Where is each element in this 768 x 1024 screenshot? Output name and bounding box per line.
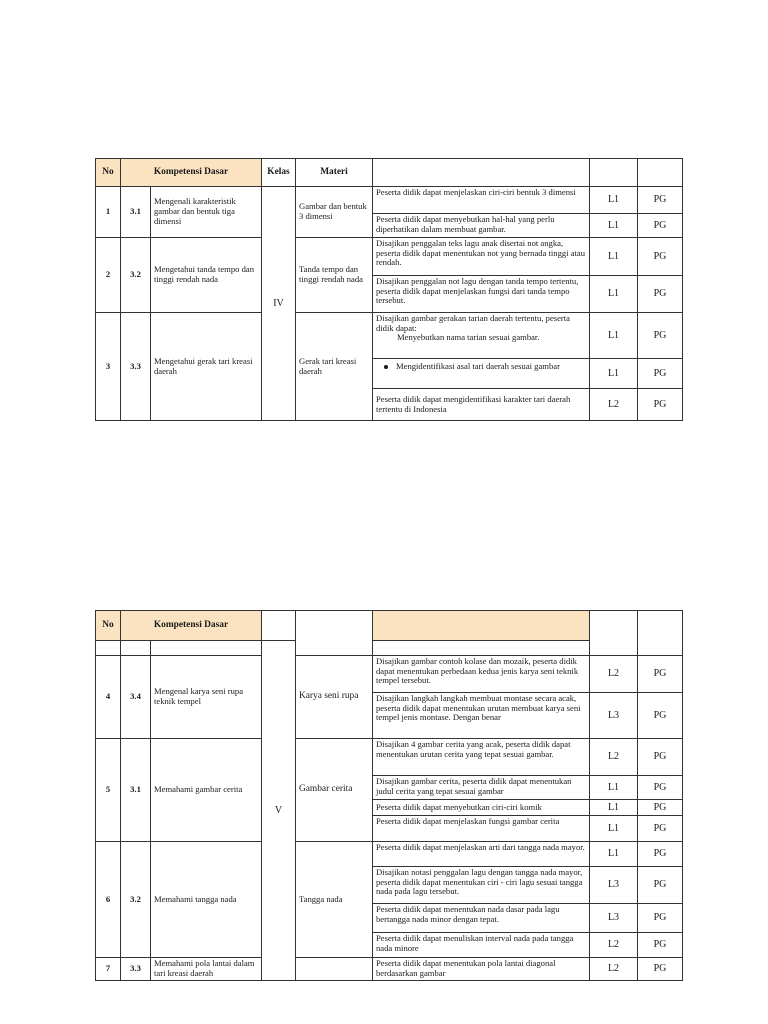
table1-type: PG — [638, 313, 683, 359]
table1-header-kompetensi-dasar: Kompetensi Dasar — [121, 159, 262, 187]
table-2 — [95, 610, 683, 981]
table2-materi: Tangga nada — [296, 842, 373, 958]
table1-indicator — [373, 359, 590, 389]
table1-level: L1 — [590, 359, 638, 389]
table1-header-indicator — [373, 159, 590, 187]
table2-indicator: Disajikan notasi penggalan lagu dengan tangga nada mayor, peserta didik dapat menentukan ciri - ciri lagu sesuai tangga nada pada lagu tersebut. — [373, 867, 590, 904]
table2-subrow-indicator — [373, 641, 590, 656]
table2-header-kelas — [262, 611, 296, 641]
table2-level: L1 — [590, 776, 638, 800]
table1-kelas: IV — [262, 187, 296, 421]
table1-kd-text: Mengetahui gerak tari kreasi daerah — [151, 313, 262, 421]
table1-indicator: Disajikan penggalan not lagu dengan tanda tempo tertentu, peserta didik dapat menjelaskan fungsi dari tanda tempo tersebut. — [373, 276, 590, 313]
table1-type: PG — [638, 214, 683, 238]
table1-kd-code: 3.1 — [121, 187, 151, 238]
table2-group-no: 4 — [96, 656, 121, 739]
table2-type: PG — [638, 958, 683, 981]
table1-header-type — [638, 159, 683, 187]
table2-header-level — [590, 611, 638, 656]
table2-header-no: No — [96, 611, 121, 641]
table2-indicator: Peserta didik dapat menentukan nada dasar pada lagu bertangga nada minor dengan tepat. — [373, 904, 590, 933]
table1-header-materi: Materi — [296, 159, 373, 187]
table2-indicator: Disajikan langkah langkah membuat montase secara acak, peserta didik dapat menentukan urutan membuat karya seni tempel jenis montase. Dengan benar — [373, 693, 590, 739]
table1-group-no: 1 — [96, 187, 121, 238]
table2-kd-code: 3.3 — [121, 958, 151, 981]
table2-type: PG — [638, 693, 683, 739]
table2-type: PG — [638, 656, 683, 693]
table1-type: PG — [638, 238, 683, 276]
table2-indicator: Disajikan gambar cerita, peserta didik dapat menentukan judul cerita yang tepat sesuai gambar — [373, 776, 590, 800]
table2-subrow-no — [96, 641, 121, 656]
table2-level: L2 — [590, 933, 638, 958]
table2-kd-code: 3.1 — [121, 739, 151, 842]
table-1 — [95, 158, 683, 421]
table2-indicator: Disajikan 4 gambar cerita yang acak, peserta didik dapat menentukan urutan cerita yang tepat sesuai gambar. — [373, 739, 590, 776]
table2-materi: Karya seni rupa — [296, 656, 373, 739]
table2-group-no: 5 — [96, 739, 121, 842]
table2-kd-text: Mengenal karya seni rupa teknik tempel — [151, 656, 262, 739]
table2-level: L1 — [590, 842, 638, 867]
table1-materi: Gambar dan bentuk 3 dimensi — [296, 187, 373, 238]
table2-type: PG — [638, 739, 683, 776]
table2-header-kompetensi-dasar: Kompetensi Dasar — [121, 611, 262, 641]
table1-level: L1 — [590, 238, 638, 276]
table2-indicator: Peserta didik dapat menjelaskan fungsi gambar cerita — [373, 816, 590, 842]
table2-indicator: Peserta didik dapat menuliskan interval nada pada tangga nada minore — [373, 933, 590, 958]
table1-level: L1 — [590, 214, 638, 238]
table2-type: PG — [638, 816, 683, 842]
table2-level: L3 — [590, 904, 638, 933]
table2-group-no: 7 — [96, 958, 121, 981]
table1-type: PG — [638, 389, 683, 421]
table1-indicator — [373, 313, 590, 359]
table1-materi: Gerak tari kreasi daerah — [296, 313, 373, 421]
table1-kd-text: Mengetahui tanda tempo dan tinggi rendah nada — [151, 238, 262, 313]
table2-indicator: Peserta didik dapat menjelaskan arti dari tangga nada mayor. — [373, 842, 590, 867]
table1-header-kelas: Kelas — [262, 159, 296, 187]
table2-header-materi — [296, 611, 373, 656]
table2-level: L2 — [590, 656, 638, 693]
table2-level: L2 — [590, 958, 638, 981]
table2-header-indicator — [373, 611, 590, 641]
table1-level: L1 — [590, 187, 638, 214]
table1-group-no: 2 — [96, 238, 121, 313]
table2-subrow-kd-code — [121, 641, 151, 656]
table2-header-type — [638, 611, 683, 656]
table1-level: L2 — [590, 389, 638, 421]
table2-type: PG — [638, 776, 683, 800]
table1-indicator-text: Disajikan gambar gerakan tarian daerah tertentu, peserta didik dapat: — [376, 313, 570, 333]
table1-indicator-bullet-item: Mengidentifikasi asal tari daerah sesuai gambar — [376, 362, 586, 372]
table1-indicator-subline: Menyebutkan nama tarian sesuai gambar. — [397, 332, 540, 343]
table2-kd-text: Memahami tangga nada — [151, 842, 262, 958]
table2-type: PG — [638, 933, 683, 958]
table2-kd-text: Memahami gambar cerita — [151, 739, 262, 842]
table2-group-no: 6 — [96, 842, 121, 958]
table1-type: PG — [638, 276, 683, 313]
table2-type: PG — [638, 800, 683, 816]
table1-type: PG — [638, 359, 683, 389]
table1-indicator: Disajikan penggalan teks lagu anak disertai not angka, peserta didik dapat menentukan not yang bernada tinggi atau rendah. — [373, 238, 590, 276]
table2-kd-text: Memahami pola lantai dalam tari kreasi daerah — [151, 958, 262, 981]
table1-level: L1 — [590, 313, 638, 359]
table1-type: PG — [638, 187, 683, 214]
table2-indicator: Peserta didik dapat menyebutkan ciri-ciri komik — [373, 800, 590, 816]
table2-indicator: Peserta didik dapat menentukan pola lantai diagonal berdasarkan gambar — [373, 958, 590, 981]
table2-level: L1 — [590, 816, 638, 842]
table2-level: L3 — [590, 867, 638, 904]
table1-indicator: Peserta didik dapat menyebutkan hal-hal yang perlu diperhatikan dalam membuat gambar. — [373, 214, 590, 238]
table2-kd-code: 3.2 — [121, 842, 151, 958]
table1-header-no: No — [96, 159, 121, 187]
table2-subrow-kd-text — [151, 641, 262, 656]
table2-level: L1 — [590, 800, 638, 816]
table2-indicator: Disajikan gambar contoh kolase dan mozaik, peserta didik dapat menentukan perbedaan kedua jenis karya seni teknik tempel tersebut. — [373, 656, 590, 693]
table2-type: PG — [638, 842, 683, 867]
table1-indicator: Peserta didik dapat mengidentifikasi karakter tari daerah tertentu di Indonesia — [373, 389, 590, 421]
table2-kd-code: 3.4 — [121, 656, 151, 739]
table1-kd-text: Mengenali karakteristik gambar dan bentuk tiga dimensi — [151, 187, 262, 238]
table2-materi: Gambar cerita — [296, 739, 373, 842]
table2-type: PG — [638, 904, 683, 933]
table1-level: L1 — [590, 276, 638, 313]
table1-materi: Tanda tempo dan tinggi rendah nada — [296, 238, 373, 313]
table1-indicator: Peserta didik dapat menjelaskan ciri-ciri bentuk 3 dimensi — [373, 187, 590, 214]
table1-kd-code: 3.3 — [121, 313, 151, 421]
table2-level: L2 — [590, 739, 638, 776]
table2-level: L3 — [590, 693, 638, 739]
table2-kelas: V — [262, 641, 296, 981]
table2-type: PG — [638, 867, 683, 904]
table1-kd-code: 3.2 — [121, 238, 151, 313]
table1-header-level — [590, 159, 638, 187]
table1-group-no: 3 — [96, 313, 121, 421]
table2-materi — [296, 958, 373, 981]
